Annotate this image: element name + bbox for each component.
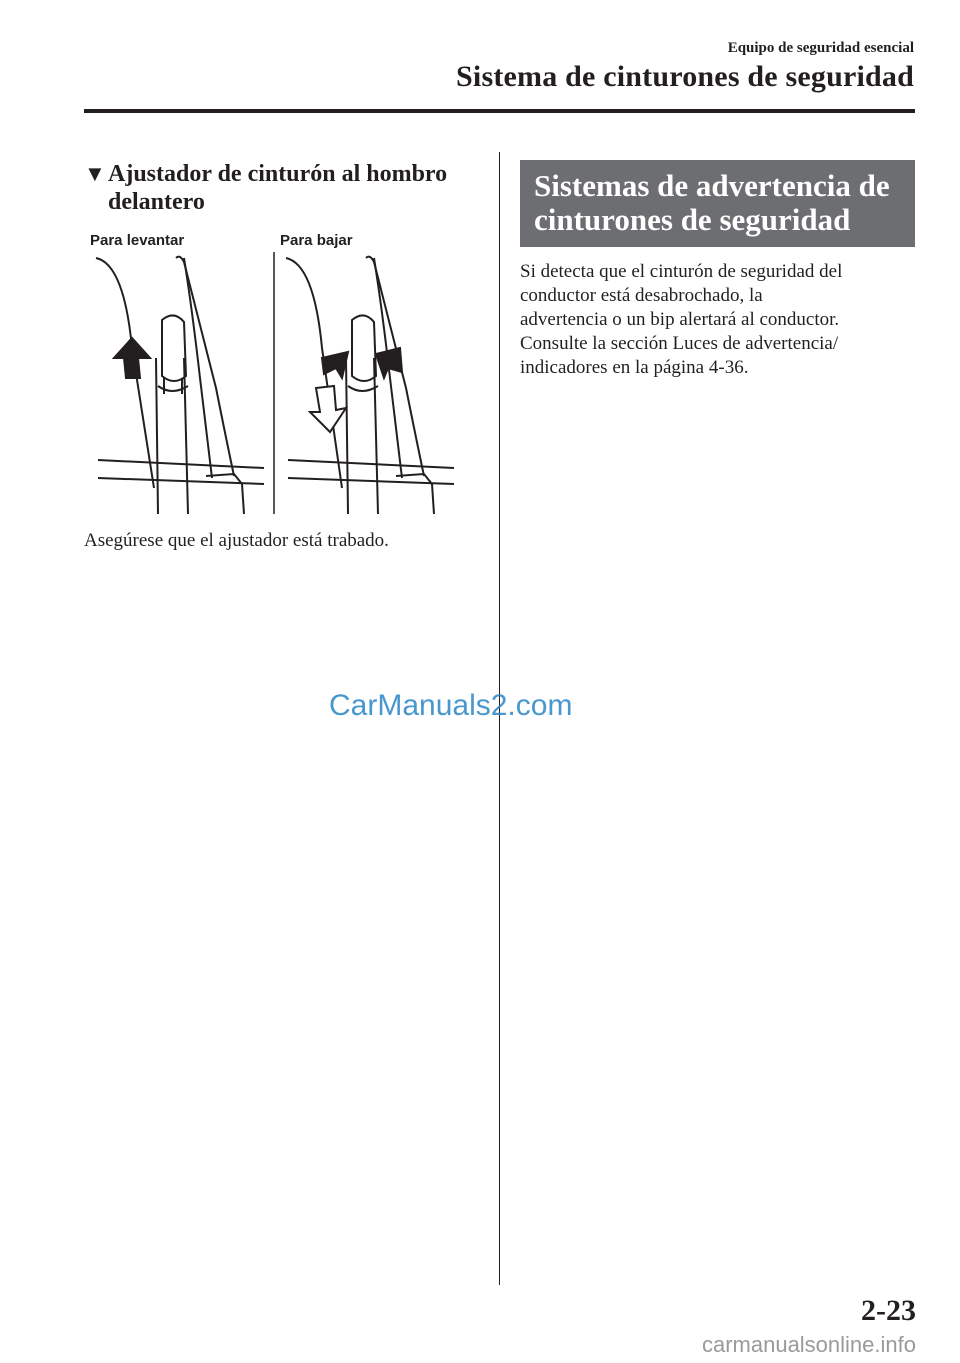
left-column (84, 160, 482, 216)
paragraph-line: Consulte la sección Luces de advertencia/ (520, 333, 839, 354)
subsection-heading (84, 160, 482, 216)
figure-caption: Asegúrese que el ajustador está trabado. (84, 530, 389, 551)
figure-label-raise: Para levantar (90, 232, 185, 249)
paragraph-line: Si detecta que el cinturón de seguridad del (520, 261, 843, 282)
seatbelt-adjuster-illustration (84, 228, 484, 528)
subsection-heading-text: Ajustador de cinturón al hombro delantero (108, 161, 448, 215)
triangle-marker-icon: ▼ (84, 161, 106, 186)
figure-label-lower: Para bajar (280, 232, 353, 249)
header-rule (84, 109, 915, 113)
paragraph-line: indicadores en la página 4-36. (520, 357, 749, 378)
watermark-text: CarManuals2.com (329, 689, 573, 722)
paragraph-line: conductor está desabrochado, la (520, 285, 763, 306)
running-header-section: Equipo de seguridad esencial (727, 40, 914, 56)
right-column (520, 160, 915, 380)
warning-system-paragraph (520, 260, 915, 380)
section-title-banner: Sistemas de advertencia de cinturones de seguridad (520, 160, 915, 247)
paragraph-line: advertencia o un bip alertará al conductor. (520, 309, 840, 330)
running-header-title: Sistema de cinturones de seguridad (456, 60, 914, 93)
page-number: 2-23 (861, 1294, 916, 1327)
footer-watermark: carmanualsonline.info (701, 1332, 916, 1357)
shoulder-adjuster-figure (84, 228, 484, 528)
